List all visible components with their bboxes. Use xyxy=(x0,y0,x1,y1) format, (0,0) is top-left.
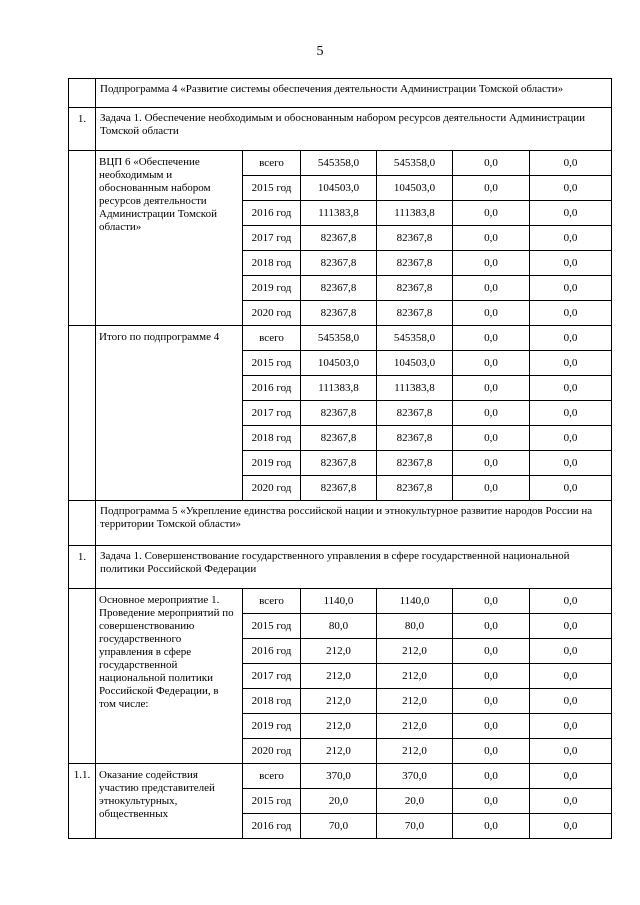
period-cell: 2018 год xyxy=(243,689,301,714)
value-cell: 111383,8 xyxy=(301,376,377,401)
value-cell: 0,0 xyxy=(530,664,612,689)
task-row xyxy=(69,108,612,151)
period-cell: 2017 год xyxy=(243,226,301,251)
period-cell: всего xyxy=(243,326,301,351)
value-cell: 0,0 xyxy=(530,376,612,401)
value-cell: 0,0 xyxy=(530,639,612,664)
value-cell: 0,0 xyxy=(530,589,612,614)
period-cell: 2020 год xyxy=(243,301,301,326)
value-cell: 82367,8 xyxy=(301,476,377,501)
value-cell: 20,0 xyxy=(301,789,377,814)
value-cell: 0,0 xyxy=(530,176,612,201)
period-cell: 2017 год xyxy=(243,401,301,426)
period-cell: 2018 год xyxy=(243,251,301,276)
value-cell: 0,0 xyxy=(453,689,530,714)
period-cell: всего xyxy=(243,589,301,614)
value-cell: 82367,8 xyxy=(377,276,453,301)
value-cell: 0,0 xyxy=(453,176,530,201)
period-cell: 2016 год xyxy=(243,376,301,401)
value-cell: 0,0 xyxy=(530,451,612,476)
value-cell: 0,0 xyxy=(453,351,530,376)
value-cell: 82367,8 xyxy=(301,276,377,301)
value-cell: 82367,8 xyxy=(301,226,377,251)
value-cell: 82367,8 xyxy=(377,476,453,501)
value-cell: 0,0 xyxy=(453,451,530,476)
period-cell: 2020 год xyxy=(243,739,301,764)
value-cell: 70,0 xyxy=(301,814,377,839)
value-cell: 20,0 xyxy=(377,789,453,814)
value-cell: 82367,8 xyxy=(377,401,453,426)
row-number xyxy=(69,326,96,501)
value-cell: 0,0 xyxy=(453,251,530,276)
table-row xyxy=(69,764,612,789)
value-cell: 111383,8 xyxy=(301,201,377,226)
table-row xyxy=(69,326,612,351)
value-cell: 0,0 xyxy=(530,326,612,351)
value-cell: 0,0 xyxy=(530,476,612,501)
value-cell: 0,0 xyxy=(530,714,612,739)
item-name: Оказание содействия участию представителей этнокультурных, общественных xyxy=(96,764,243,839)
value-cell: 1140,0 xyxy=(301,589,377,614)
table-row xyxy=(69,151,612,176)
value-cell: 82367,8 xyxy=(301,426,377,451)
value-cell: 0,0 xyxy=(530,251,612,276)
value-cell: 0,0 xyxy=(453,326,530,351)
value-cell: 0,0 xyxy=(530,789,612,814)
period-cell: 2016 год xyxy=(243,201,301,226)
value-cell: 0,0 xyxy=(530,351,612,376)
value-cell: 104503,0 xyxy=(377,176,453,201)
value-cell: 545358,0 xyxy=(377,151,453,176)
value-cell: 212,0 xyxy=(377,664,453,689)
item-name: Итого по подпрограмме 4 xyxy=(96,326,243,501)
page-number: 5 xyxy=(316,44,324,59)
period-cell: 2020 год xyxy=(243,476,301,501)
value-cell: 0,0 xyxy=(453,589,530,614)
table-row xyxy=(69,589,612,614)
task-row xyxy=(69,546,612,589)
value-cell: 370,0 xyxy=(301,764,377,789)
value-cell: 0,0 xyxy=(453,301,530,326)
value-cell: 0,0 xyxy=(453,376,530,401)
value-cell: 0,0 xyxy=(530,151,612,176)
value-cell: 0,0 xyxy=(453,814,530,839)
value-cell: 545358,0 xyxy=(301,326,377,351)
row-number: 1. xyxy=(69,546,96,589)
period-cell: всего xyxy=(243,151,301,176)
value-cell: 104503,0 xyxy=(301,176,377,201)
period-cell: 2018 год xyxy=(243,426,301,451)
row-number xyxy=(69,151,96,326)
value-cell: 104503,0 xyxy=(377,351,453,376)
row-number xyxy=(69,79,96,108)
period-cell: 2019 год xyxy=(243,276,301,301)
value-cell: 212,0 xyxy=(301,739,377,764)
period-cell: всего xyxy=(243,764,301,789)
value-cell: 0,0 xyxy=(530,764,612,789)
value-cell: 0,0 xyxy=(453,714,530,739)
period-cell: 2015 год xyxy=(243,351,301,376)
subprogram-row xyxy=(69,79,612,108)
value-cell: 545358,0 xyxy=(301,151,377,176)
budget-table xyxy=(68,78,612,839)
value-cell: 82367,8 xyxy=(301,451,377,476)
period-cell: 2015 год xyxy=(243,176,301,201)
value-cell: 212,0 xyxy=(377,714,453,739)
value-cell: 545358,0 xyxy=(377,326,453,351)
row-number: 1.1. xyxy=(69,764,96,839)
section-title: Подпрограмма 5 «Укрепление единства российской нации и этнокультурное развитие народов России на территории Томской области» xyxy=(96,501,612,546)
value-cell: 0,0 xyxy=(453,614,530,639)
value-cell: 0,0 xyxy=(530,689,612,714)
value-cell: 0,0 xyxy=(453,789,530,814)
section-title: Задача 1. Обеспечение необходимым и обоснованным набором ресурсов деятельности Администрации Томской области xyxy=(96,108,612,151)
value-cell: 111383,8 xyxy=(377,201,453,226)
value-cell: 111383,8 xyxy=(377,376,453,401)
value-cell: 82367,8 xyxy=(377,226,453,251)
row-number xyxy=(69,589,96,764)
section-title: Подпрограмма 4 «Развитие системы обеспечения деятельности Администрации Томской области» xyxy=(96,79,612,108)
value-cell: 0,0 xyxy=(530,401,612,426)
value-cell: 0,0 xyxy=(453,226,530,251)
row-number xyxy=(69,501,96,546)
value-cell: 212,0 xyxy=(377,639,453,664)
value-cell: 0,0 xyxy=(530,301,612,326)
value-cell: 0,0 xyxy=(453,476,530,501)
value-cell: 370,0 xyxy=(377,764,453,789)
value-cell: 212,0 xyxy=(301,639,377,664)
item-name: ВЦП 6 «Обеспечение необходимым и обоснованным набором ресурсов деятельности Администрации Томской области» xyxy=(96,151,243,326)
value-cell: 0,0 xyxy=(453,201,530,226)
item-name: Основное мероприятие 1. Проведение мероприятий по совершенствованию государственного управления в сфере государственной национальной политики Российской Федерации, в том числе: xyxy=(96,589,243,764)
value-cell: 0,0 xyxy=(530,426,612,451)
value-cell: 82367,8 xyxy=(301,251,377,276)
value-cell: 0,0 xyxy=(530,614,612,639)
value-cell: 0,0 xyxy=(453,664,530,689)
value-cell: 0,0 xyxy=(453,639,530,664)
period-cell: 2019 год xyxy=(243,451,301,476)
subprogram-row xyxy=(69,501,612,546)
value-cell: 80,0 xyxy=(377,614,453,639)
value-cell: 212,0 xyxy=(377,689,453,714)
value-cell: 0,0 xyxy=(453,764,530,789)
period-cell: 2016 год xyxy=(243,639,301,664)
value-cell: 70,0 xyxy=(377,814,453,839)
value-cell: 82367,8 xyxy=(377,251,453,276)
value-cell: 212,0 xyxy=(377,739,453,764)
value-cell: 0,0 xyxy=(530,739,612,764)
value-cell: 82367,8 xyxy=(301,301,377,326)
value-cell: 0,0 xyxy=(453,276,530,301)
period-cell: 2017 год xyxy=(243,664,301,689)
value-cell: 0,0 xyxy=(453,151,530,176)
value-cell: 0,0 xyxy=(530,814,612,839)
value-cell: 212,0 xyxy=(301,664,377,689)
value-cell: 0,0 xyxy=(530,226,612,251)
value-cell: 82367,8 xyxy=(377,451,453,476)
period-cell: 2015 год xyxy=(243,789,301,814)
period-cell: 2015 год xyxy=(243,614,301,639)
value-cell: 82367,8 xyxy=(377,301,453,326)
value-cell: 80,0 xyxy=(301,614,377,639)
value-cell: 1140,0 xyxy=(377,589,453,614)
value-cell: 0,0 xyxy=(453,426,530,451)
section-title: Задача 1. Совершенствование государственного управления в сфере государственной национальной политики Российской Федерации xyxy=(96,546,612,589)
value-cell: 212,0 xyxy=(301,714,377,739)
value-cell: 212,0 xyxy=(301,689,377,714)
value-cell: 104503,0 xyxy=(301,351,377,376)
value-cell: 0,0 xyxy=(453,739,530,764)
period-cell: 2019 год xyxy=(243,714,301,739)
value-cell: 0,0 xyxy=(530,276,612,301)
value-cell: 0,0 xyxy=(453,401,530,426)
value-cell: 82367,8 xyxy=(377,426,453,451)
row-number: 1. xyxy=(69,108,96,151)
value-cell: 0,0 xyxy=(530,201,612,226)
value-cell: 82367,8 xyxy=(301,401,377,426)
period-cell: 2016 год xyxy=(243,814,301,839)
